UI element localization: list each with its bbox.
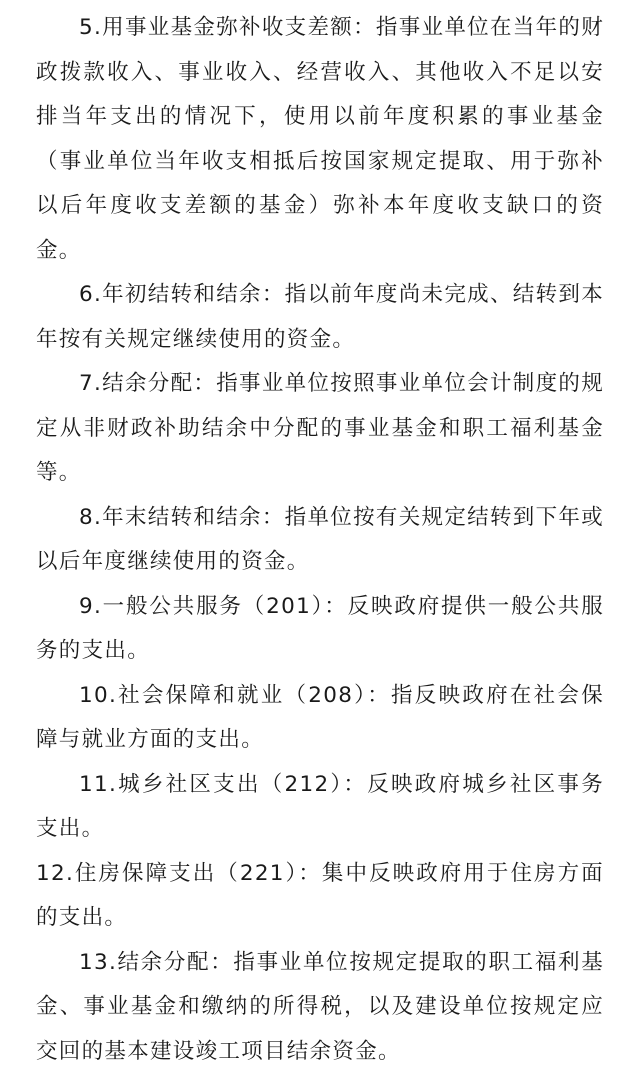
definition-9-general-public-services: 9.一般公共服务（201）：反映政府提供一般公共服务的支出。 [36,585,604,674]
definition-10-social-security: 10.社会保障和就业（208）：指反映政府在社会保障与就业方面的支出。 [36,674,604,763]
definition-5-use-of-business-fund: 5.用事业基金弥补收支差额：指事业单位在当年的财政拨款收入、事业收入、经营收入、其他收入不足以安排当年支出的情况下，使用以前年度积累的事业基金（事业单位当年收支相抵后按国家规定提取、用于弥补以后年度收支差额的基金）弥补本年度收支缺口的资金。 [36,6,604,273]
definition-13-surplus-distribution: 13.结余分配：指事业单位按规定提取的职工福利基金、事业基金和缴纳的所得税，以及建设单位按规定应交回的基本建设竣工项目结余资金。 [36,941,604,1074]
definition-7-surplus-distribution: 7.结余分配：指事业单位按照事业单位会计制度的规定从非财政补助结余中分配的事业基金和职工福利基金等。 [36,362,604,496]
definition-12-housing-security: 12.住房保障支出（221）：集中反映政府用于住房方面的支出。 [36,852,604,941]
definition-11-urban-rural-community: 11.城乡社区支出（212）：反映政府城乡社区事务支出。 [36,763,604,852]
definition-6-opening-carryover: 6.年初结转和结余：指以前年度尚未完成、结转到本年按有关规定继续使用的资金。 [36,273,604,362]
definition-8-closing-carryover: 8.年末结转和结余：指单位按有关规定结转到下年或以后年度继续使用的资金。 [36,496,604,585]
